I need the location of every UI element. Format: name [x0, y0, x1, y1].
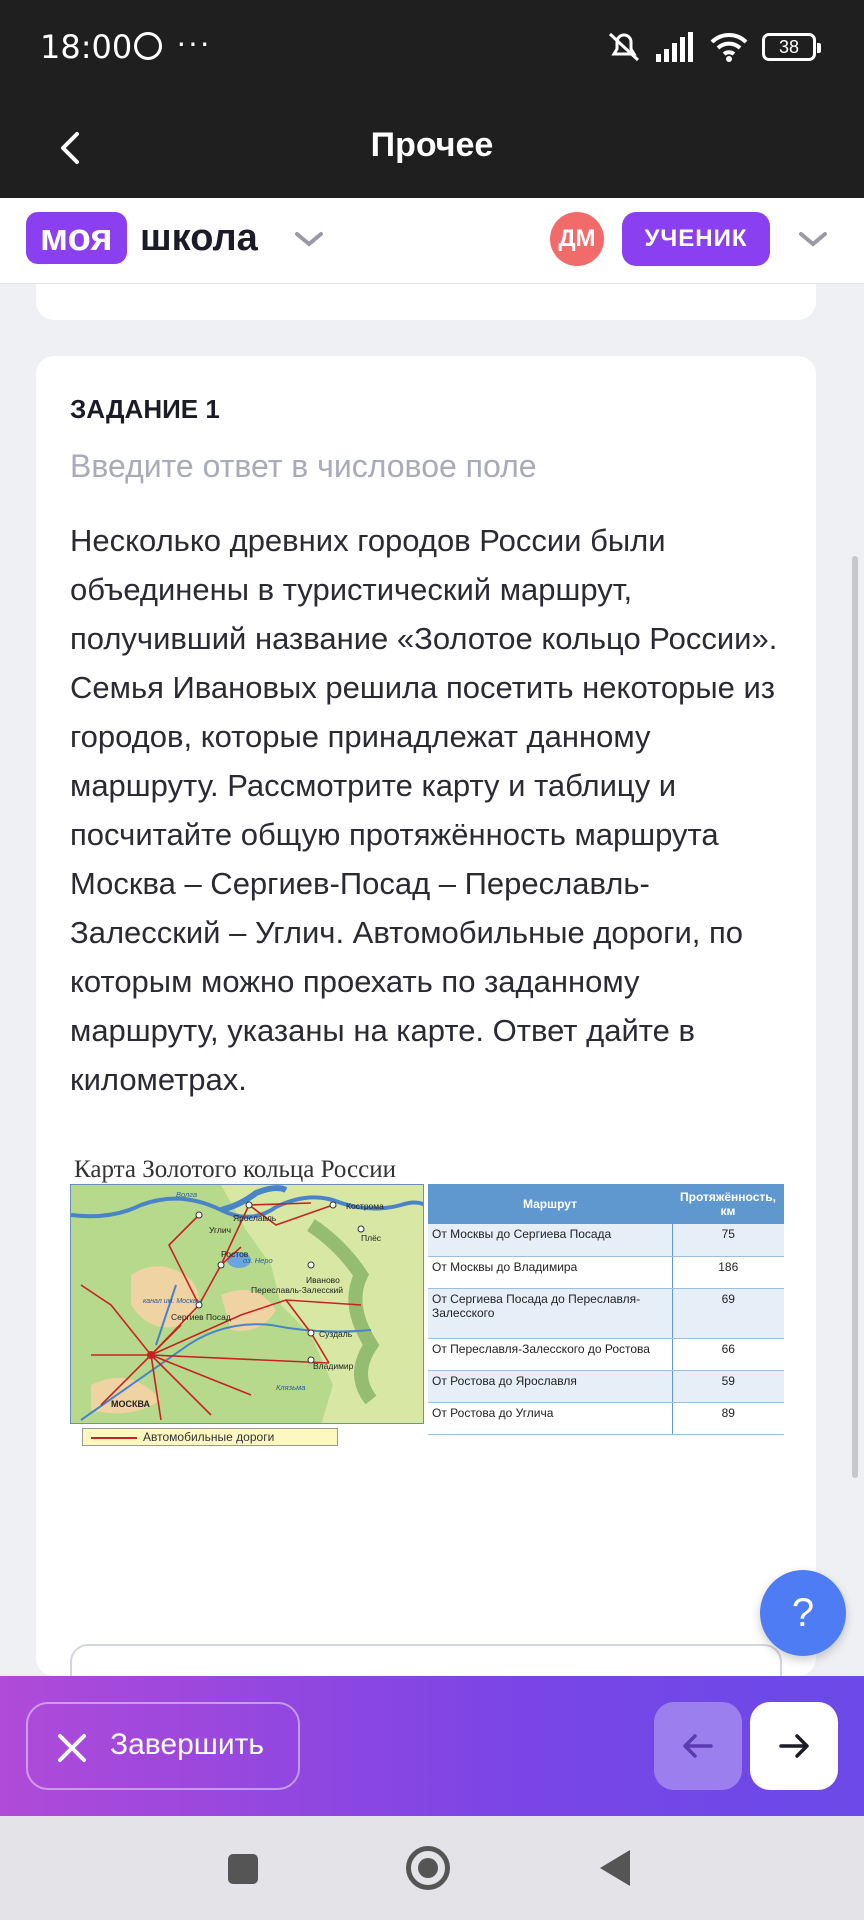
chevron-down-icon[interactable] — [292, 224, 326, 254]
previous-task-button[interactable] — [654, 1702, 742, 1790]
scrollbar[interactable] — [852, 556, 858, 1478]
home-icon[interactable] — [406, 1846, 450, 1890]
status-time: 18:00 — [40, 28, 133, 66]
previous-card — [36, 284, 816, 320]
table-cell-km: 75 — [672, 1224, 784, 1256]
help-button[interactable]: ? — [760, 1570, 846, 1656]
brand-header — [0, 198, 864, 284]
table-cell-route: От Ростова до Ярославля — [428, 1370, 672, 1402]
map-label-rostov: Ростов — [221, 1249, 249, 1259]
signal-icon — [656, 32, 696, 62]
map-label-sergiev: Сергиев Посад — [171, 1312, 231, 1322]
map-label-suzdal: Суздаль — [319, 1329, 353, 1339]
battery-icon: 38 — [762, 33, 816, 61]
table-header-length: Протяжённость, км — [672, 1184, 784, 1224]
task-title: ЗАДАНИЕ 1 — [70, 394, 220, 424]
recent-apps-icon[interactable] — [228, 1854, 258, 1884]
wifi-icon — [710, 32, 748, 62]
task-hint: Введите ответ в числовое поле — [70, 448, 537, 484]
next-task-button[interactable] — [750, 1702, 838, 1790]
bottom-action-bar — [0, 1676, 864, 1816]
finish-button[interactable] — [26, 1702, 300, 1790]
map-label-ivanovo: Иваново — [306, 1275, 340, 1285]
finish-label: Завершить — [110, 1728, 264, 1761]
map-label-nero: оз. Неро — [243, 1256, 273, 1265]
status-bar — [0, 0, 864, 100]
distance-table — [428, 1184, 784, 1435]
map-label-moskva: МОСКВА — [111, 1399, 151, 1409]
task-text: Несколько древних городов России были объединены в туристический маршрут, получивший название «Золотое кольцо России». Семья Ивановых решила посетить некоторые из городов, которые принадлежат данному маршруту. Рассмотрите карту и таблицу и посчитайте общую протяжённость маршрута Москва – Сергиев-Посад – Переславль-Залесский – Углич. Автомобильные дороги, по которым можно проехать по заданному маршруту, указаны на карте. Ответ дайте в километрах. — [70, 523, 778, 1097]
table-cell-km: 66 — [672, 1338, 784, 1370]
more-notifications-icon: ··· — [176, 24, 211, 60]
map-label-yaroslavl: Ярославль — [233, 1213, 277, 1223]
table-cell-route: От Сергиева Посада до Переславля-Залесского — [428, 1288, 672, 1338]
table-cell-route: От Переславля-Залесского до Ростова — [428, 1338, 672, 1370]
logo-shkola[interactable]: школа — [140, 217, 258, 259]
system-back-icon[interactable] — [600, 1850, 630, 1886]
map-label-volga: Волга — [176, 1190, 198, 1199]
table-cell-km: 59 — [672, 1370, 784, 1402]
map-label-kanal: канал им. Москвы — [143, 1298, 202, 1305]
arrow-left-icon — [681, 1731, 715, 1761]
task-card — [36, 356, 816, 1676]
map-legend: Автомобильные дороги — [82, 1428, 338, 1446]
table-cell-route: От Москвы до Сергиева Посада — [428, 1224, 672, 1256]
golden-ring-map — [70, 1184, 424, 1424]
table-cell-route: От Ростова до Углича — [428, 1402, 672, 1434]
table-cell-km: 186 — [672, 1256, 784, 1288]
map-label-ples: Плёс — [361, 1233, 382, 1243]
table-cell-km: 89 — [672, 1402, 784, 1434]
map-label-kostroma: Кострома — [346, 1201, 384, 1211]
table-cell-km: 69 — [672, 1288, 784, 1338]
map-label-klyazma: Клязьма — [276, 1383, 306, 1392]
map-label-uglich: Углич — [209, 1225, 232, 1235]
mute-icon — [606, 30, 642, 64]
table-header-route: Маршрут — [428, 1184, 672, 1224]
map-label-vladimir: Владимир — [313, 1361, 354, 1371]
role-badge[interactable]: УЧЕНИК — [622, 212, 770, 266]
map-label-pereslavl: Переславль-Залесский — [251, 1285, 344, 1295]
account-chevron-down-icon[interactable] — [796, 224, 830, 254]
whatsapp-icon — [134, 32, 162, 60]
app-bar — [0, 100, 864, 198]
close-icon — [50, 1726, 94, 1770]
logo-moya[interactable]: моя — [26, 212, 127, 264]
arrow-right-icon — [777, 1731, 811, 1761]
page-title: Прочее — [370, 126, 494, 164]
task-figure — [70, 1156, 780, 1456]
avatar[interactable]: ДМ — [550, 212, 604, 266]
table-cell-route: От Москвы до Владимира — [428, 1256, 672, 1288]
system-nav-bar — [0, 1816, 864, 1920]
map-caption: Карта Золотого кольца России — [74, 1156, 397, 1183]
